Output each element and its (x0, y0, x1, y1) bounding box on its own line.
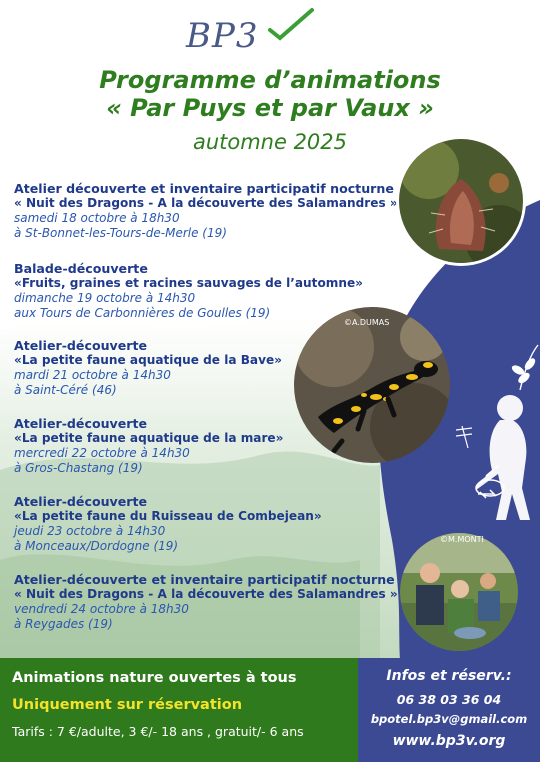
children-photo (400, 533, 518, 651)
event-date: vendredi 24 octobre à 18h30 (14, 602, 189, 616)
event-type: Atelier-découverte (14, 494, 148, 509)
logo-text: BP3 (186, 16, 259, 56)
event-name: «La petite faune aquatique de la mare» (14, 431, 284, 445)
prices-text: Tarifs : 7 €/adulte, 3 €/- 18 ans , gratuit/- 6 ans (12, 724, 304, 739)
event-type: Atelier-découverte (14, 416, 148, 431)
event-type: Balade-découverte (14, 261, 148, 276)
checkmark-icon (256, 6, 316, 46)
event-type: Atelier-découverte et inventaire participatif nocturne (14, 572, 395, 587)
event-place: à Gros-Chastang (19) (14, 461, 143, 475)
event-type: Atelier découverte et inventaire participatif nocturne (14, 181, 394, 196)
season-label: automne 2025 (192, 130, 348, 154)
photo-credit-children: ©M.MONTI (440, 535, 484, 544)
event-type: Atelier-découverte (14, 338, 148, 353)
event-item-1 (14, 181, 404, 241)
phone-number: 06 38 03 36 04 (396, 692, 502, 707)
info-label: Infos et réserv.: (386, 668, 512, 684)
event-place: à Saint-Céré (46) (14, 383, 117, 397)
event-place: à Monceaux/Dordogne (19) (14, 539, 179, 553)
event-name: «La petite faune aquatique de la Bave» (14, 353, 282, 367)
event-name: «La petite faune du Ruisseau de Combejean» (14, 509, 322, 523)
event-date: jeudi 23 octobre à 14h30 (14, 524, 166, 538)
bp3v-logo (186, 6, 326, 68)
event-item-5 (14, 494, 404, 554)
event-place: à St-Bonnet-les-Tours-de-Merle (19) (14, 226, 227, 240)
event-name: « Nuit des Dragons - A la découverte des Salamandres » (14, 587, 398, 601)
event-place: aux Tours de Carbonnières de Goulles (19) (14, 306, 271, 320)
open-to-all-text: Animations nature ouvertes à tous (12, 670, 297, 686)
email-address: bpotel.bp3v@gmail.com (370, 712, 528, 726)
event-date: mardi 21 octobre à 14h30 (14, 368, 171, 382)
page-title: Programme d’animations (99, 66, 441, 94)
event-name: « Nuit des Dragons - A la découverte des Salamandres » (14, 196, 398, 210)
reservation-text: Uniquement sur réservation (12, 697, 243, 713)
event-place: à Reygades (19) (14, 617, 113, 631)
event-date: mercredi 22 octobre à 14h30 (14, 446, 190, 460)
website-link: www.bp3v.org (392, 733, 506, 749)
event-name: «Fruits, graines et racines sauvages de l’automne» (14, 276, 363, 290)
page-subtitle: « Par Puys et par Vaux » (106, 94, 434, 122)
photo-credit-salamander: ©A.DUMAS (344, 318, 390, 327)
event-date: samedi 18 octobre à 18h30 (14, 211, 180, 225)
salamander-photo (294, 307, 450, 463)
event-date: dimanche 19 octobre à 14h30 (14, 291, 196, 305)
plant-photo (399, 139, 523, 263)
event-item-6 (14, 572, 404, 632)
